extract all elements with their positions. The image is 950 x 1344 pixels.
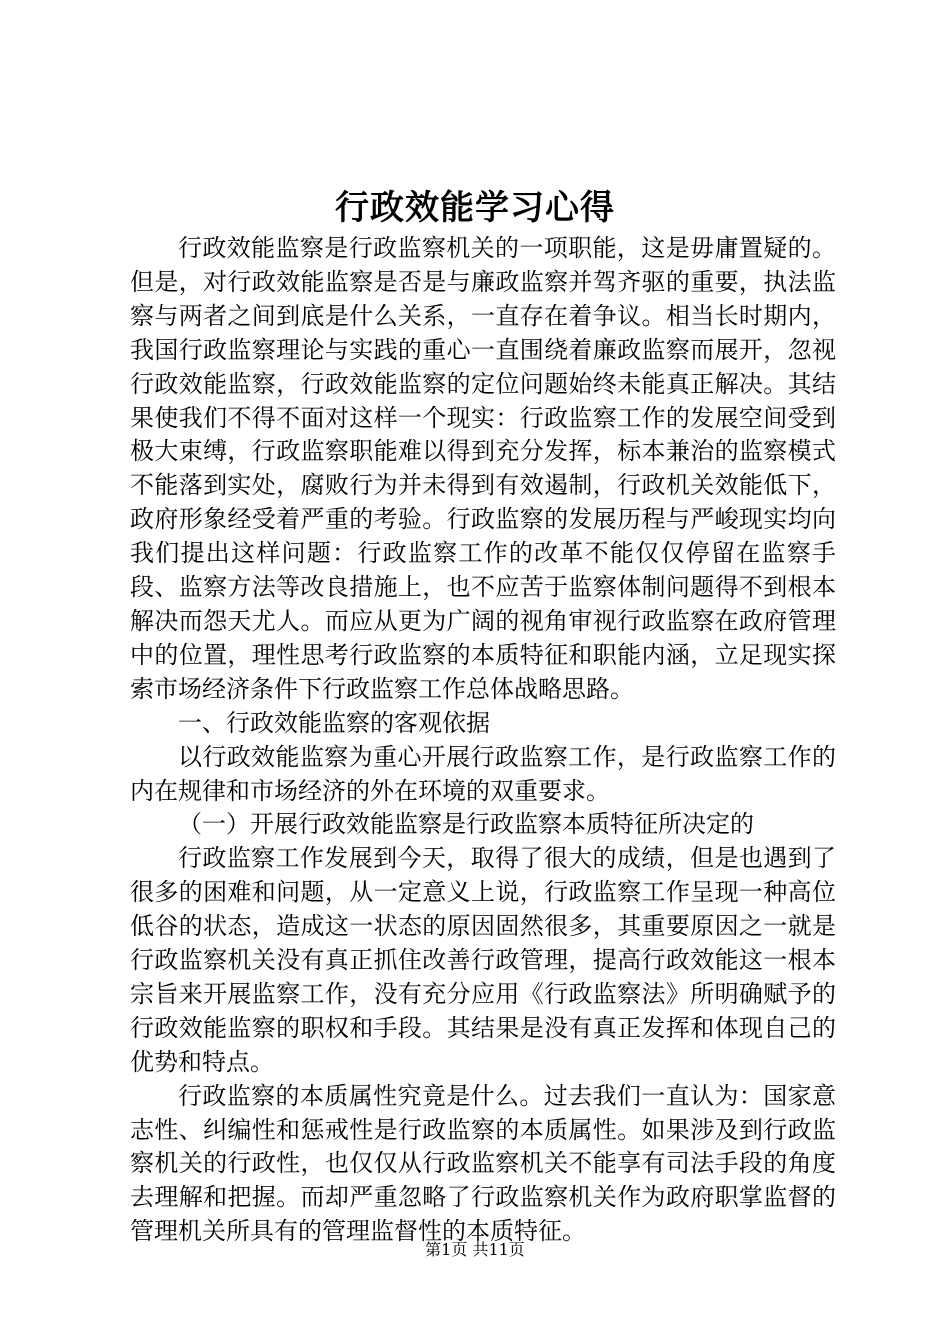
paragraph-section-1: 以行政效能监察为重心开展行政监察工作，是行政监察工作的内在规律和市场经济的外在环境的双重要求。 — [130, 742, 836, 805]
paragraph-subsection-1b: 行政监察的本质属性究竟是什么。过去我们一直认为：国家意志性、纠编性和惩戒性是行政监察的本质属性。如果涉及到行政监察机关的行政性，也仅仅从行政监察机关不能享有司法手段的角度去理解和把握。而却严重忽略了行政监察机关作为政府职掌监督的管理机关所具有的管理监督性的本质特征。 — [130, 1081, 836, 1246]
paragraph-intro: 行政效能监察是行政监察机关的一项职能，这是毋庸置疑的。但是，对行政效能监察是否是与廉政监察并驾齐驱的重要，执法监察与两者之间到底是什么关系，一直存在着争议。相当长时期内，我国行政监察理论与实践的重心一直围绕着廉政监察而展开，忽视行政效能监察，行政效能监察的定位问题始终未能真正解决。其结果使我们不得不面对这样一个现实：行政监察工作的发展空间受到极大束缚，行政监察职能难以得到充分发挥，标本兼治的监察模式不能落到实处，腐败行为并未得到有效遏制，行政机关效能低下，政府形象经受着严重的考验。行政监察的发展历程与严峻现实均向我们提出这样问题：行政监察工作的改革不能仅仅停留在监察手段、监察方法等改良措施上，也不应苦于监察体制问题得不到根本解决而怨天尤人。而应从更为广阔的视角审视行政监察在政府管理中的位置，理性思考行政监察的本质特征和职能内涵，立足现实探索市场经济条件下行政监察工作总体战略思路。 — [130, 234, 836, 703]
page-footer: 第1页 共11页 — [425, 1240, 525, 1259]
document-title: 行政效能学习心得 — [335, 188, 615, 228]
paragraph-subsection-1a: 行政监察工作发展到今天，取得了很大的成绩，但是也遇到了很多的困难和问题，从一定意义上说，行政监察工作呈现一种高位低谷的状态，造成这一状态的原因固然很多，其重要原因之一就是行政监察机关没有真正抓住改善行政管理，提高行政效能这一根本宗旨来开展监察工作，没有充分应用《行政监察法》所明确赋予的行政效能监察的职权和手段。其结果是没有真正发挥和体现自己的优势和特点。 — [130, 844, 836, 1076]
section-heading-1: 一、行政效能监察的客观依据 — [178, 708, 490, 737]
subsection-heading-1: （一）开展行政效能监察是行政监察本质特征所决定的 — [178, 810, 754, 839]
document-body — [130, 232, 836, 1249]
